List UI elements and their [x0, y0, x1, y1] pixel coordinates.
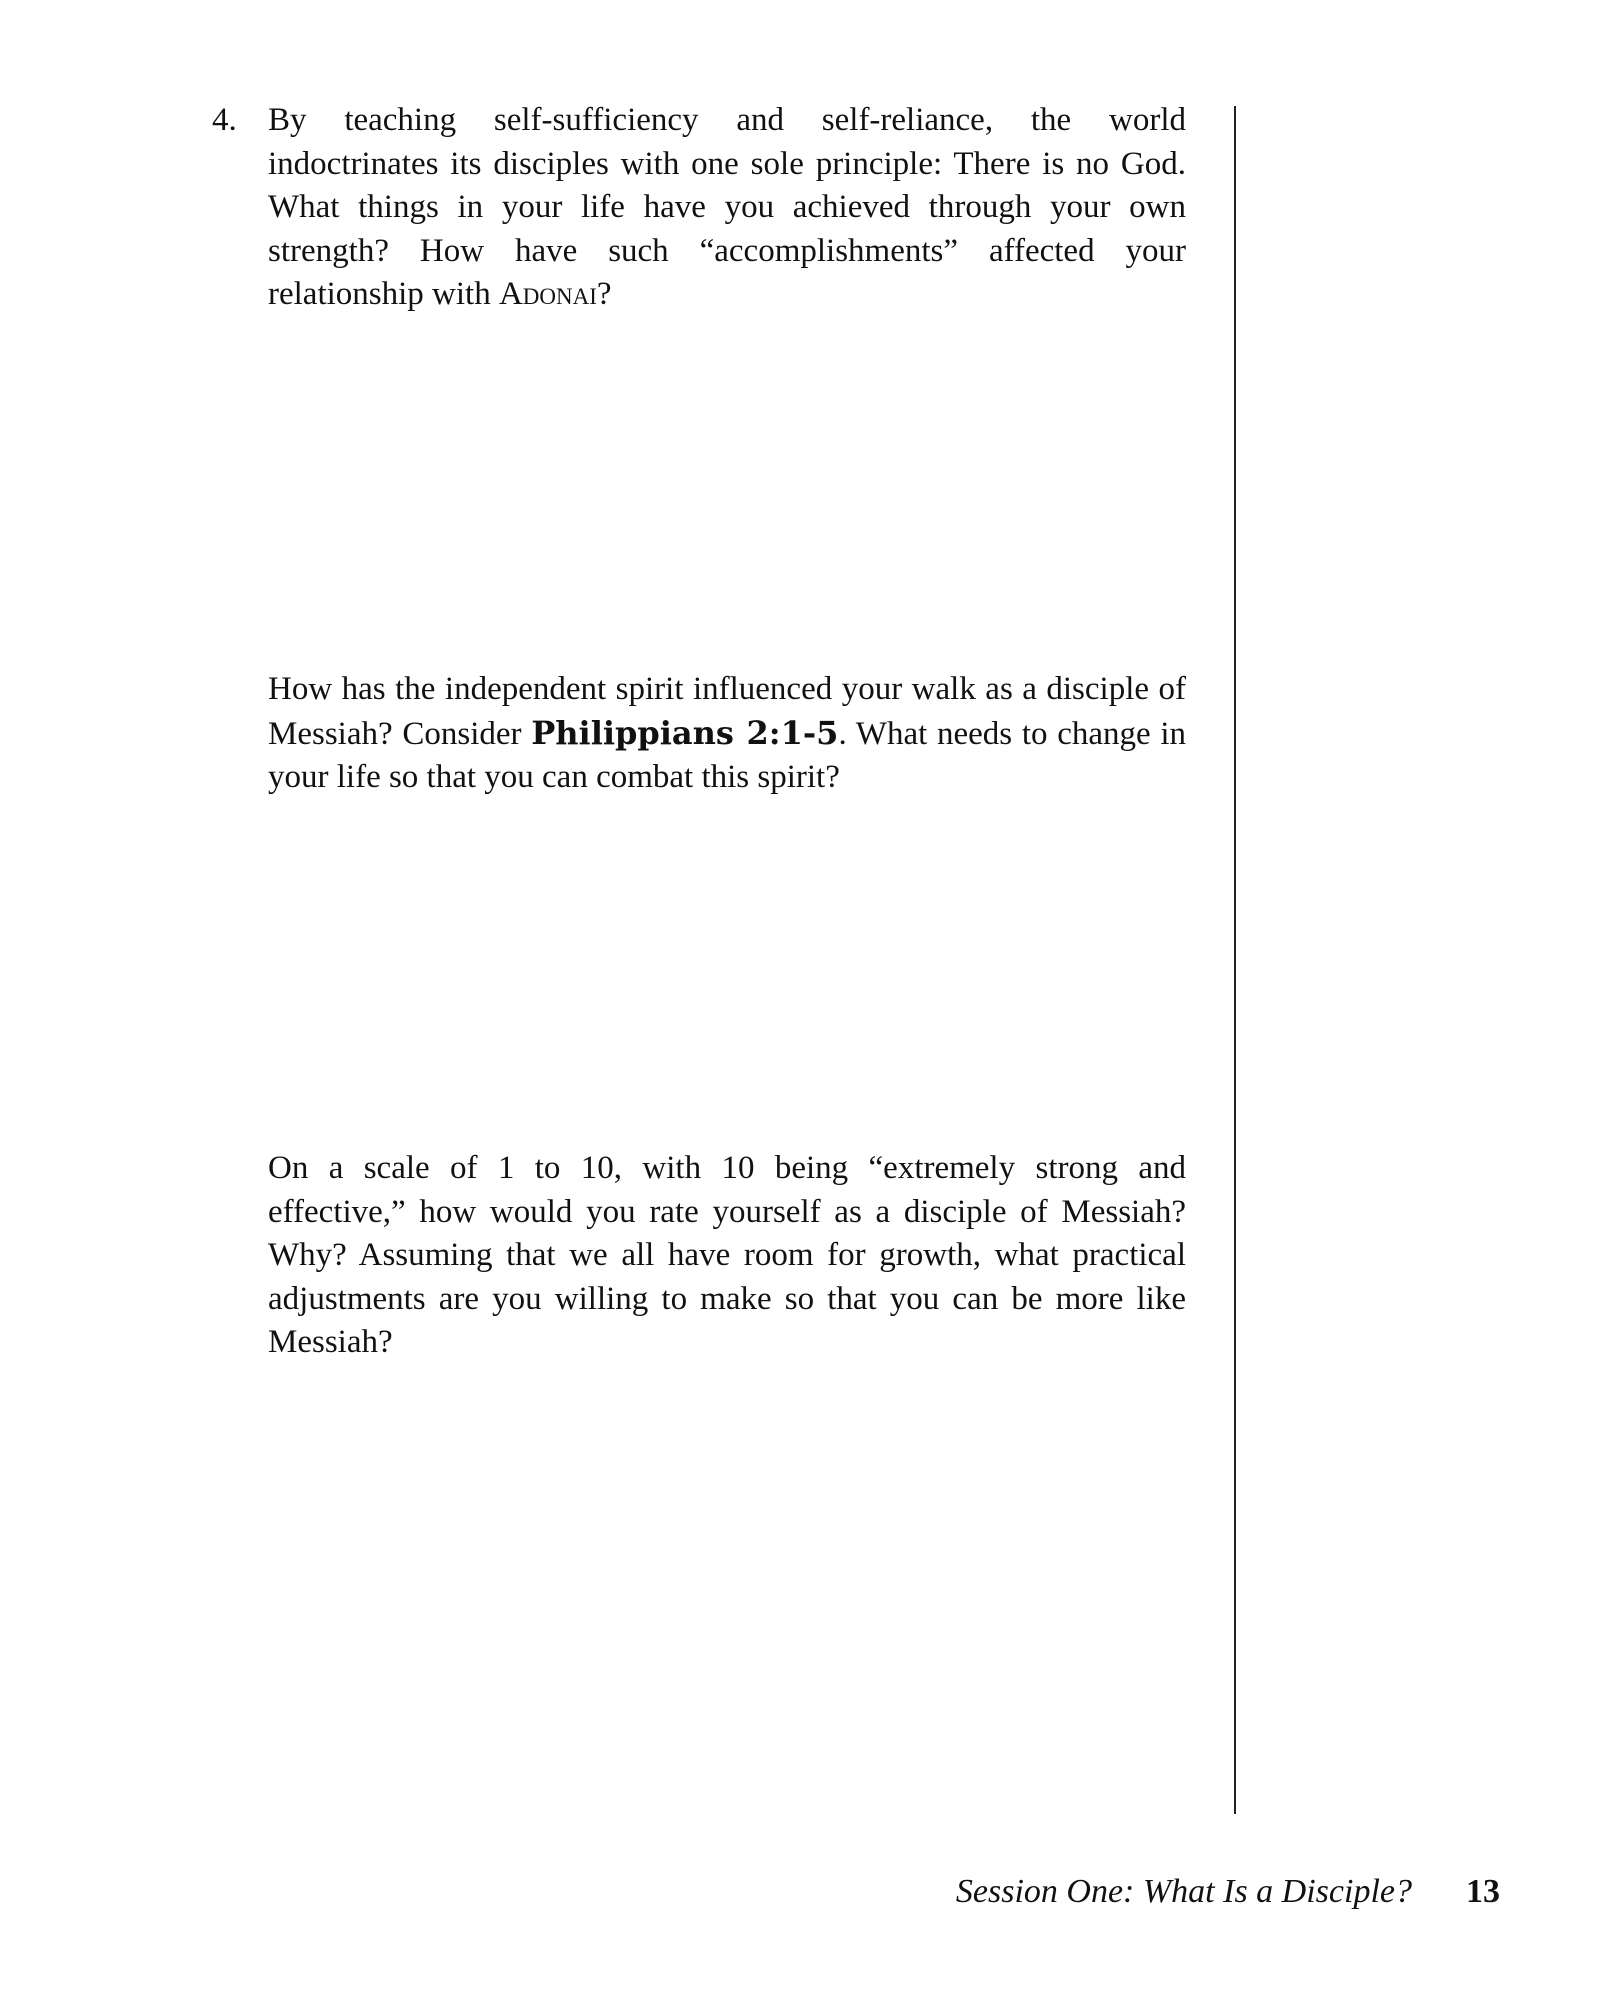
question-number: 4.	[212, 102, 237, 138]
question-4b-text	[268, 668, 1186, 800]
question-4-body: By teaching self-sufficiency and self-reliance, the world indoctrinates its disciples with one sole principle: There is no God. What things in your life have you achieved through your own strength? How have such “accomplishments” affected your relationship with	[268, 102, 1186, 312]
scripture-reference: Philippians 2:1-5	[531, 713, 839, 752]
question-4-end: ?	[596, 276, 612, 312]
question-4-text	[268, 99, 1186, 317]
page-footer	[0, 1868, 1622, 1916]
question-4b-body: How has the independent spirit influenced your walk as a disciple of Messiah? Consider	[268, 671, 1186, 752]
running-title: Session One: What Is a Disciple?	[955, 1873, 1412, 1910]
divine-name: Adonai	[498, 276, 597, 312]
question-4c-text	[268, 1147, 1186, 1365]
margin-rule	[1234, 106, 1236, 1814]
question-4b-end: . What needs to change in your life so that you can combat this spirit?	[268, 715, 1187, 795]
question-4c-body: On a scale of 1 to 10, with 10 being “extremely strong and effective,” how would you rate yourself as a disciple of Messiah? Why? Assuming that we all have room for growth, what practical adjustments are you willing to make so that you can be more like Messiah?	[268, 1150, 1186, 1360]
page-number: 13	[1466, 1873, 1500, 1910]
